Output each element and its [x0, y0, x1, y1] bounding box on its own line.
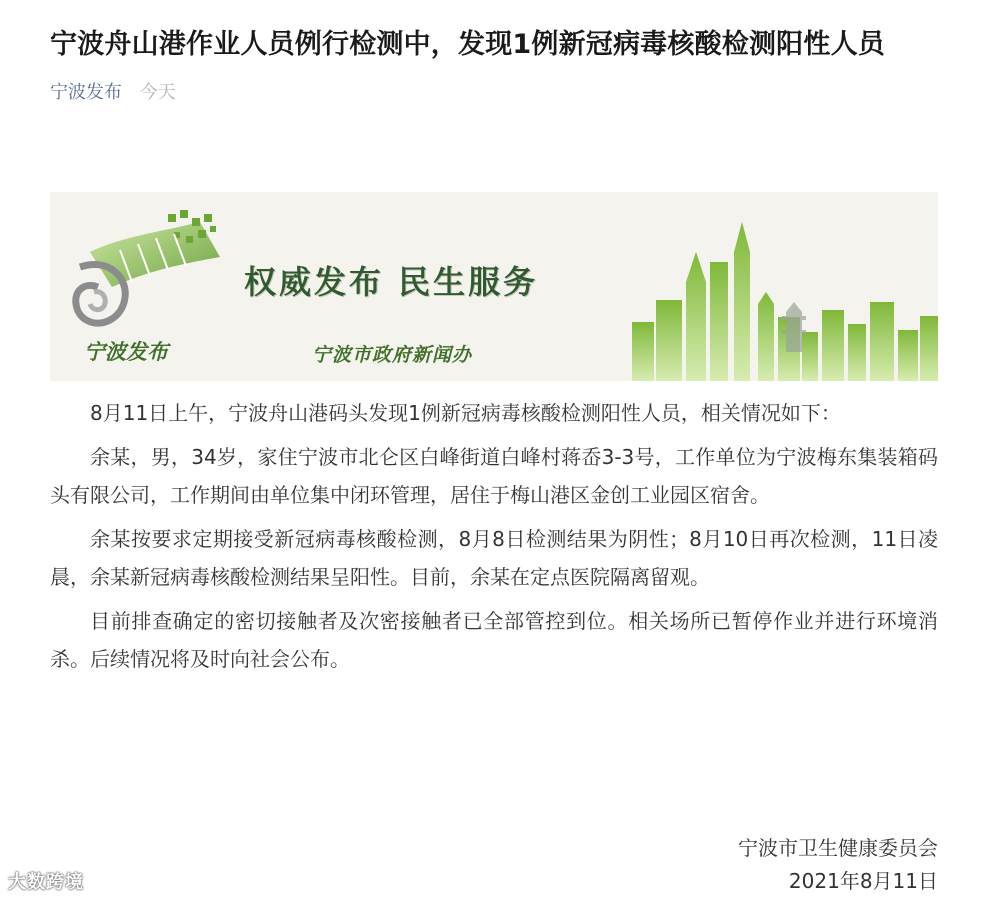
paragraph: 目前排查确定的密切接触者及次密接触者已全部管控到位。相关场所已暂停作业并进行环境消杀。后续情况将及时向社会公布。	[50, 609, 938, 671]
article-header	[50, 0, 938, 106]
logo-scroll-icon	[76, 210, 220, 323]
paragraph: 8月11日上午，宁波舟山港码头发现1例新冠病毒核酸检测阳性人员，相关情况如下：	[90, 401, 841, 425]
city-skyline-illustration	[632, 222, 938, 381]
author-link[interactable]: 宁波发布	[50, 82, 122, 103]
watermark-text: 大数跨境	[8, 872, 84, 893]
signature-date: 2021年8月11日	[788, 869, 938, 893]
paragraph: 余某，男，34岁，家住宁波市北仑区白峰街道白峰村蒋岙3-3号，工作单位为宁波梅东集装箱码头有限公司，工作期间由单位集中闭环管理，居住于梅山港区金创工业园区宿舍。	[50, 445, 938, 507]
publish-date: 今天	[139, 82, 176, 103]
banner-office: 宁波市政府新闻办	[312, 344, 473, 366]
article-body	[50, 394, 938, 684]
banner-slogan: 权威发布 民生服务	[244, 263, 539, 301]
article-title: 宁波舟山港作业人员例行检测中，发现1例新冠病毒核酸检测阳性人员	[50, 29, 885, 60]
signature-block	[738, 832, 938, 898]
article-meta	[50, 80, 938, 106]
banner-brand: 宁波发布	[84, 339, 168, 364]
paragraph: 余某按要求定期接受新冠病毒核酸检测，8月8日检测结果为阴性；8月10日再次检测，11日凌晨，余某新冠病毒核酸检测结果呈阳性。目前，余某在定点医院隔离留观。	[50, 527, 938, 589]
signature-org: 宁波市卫生健康委员会	[738, 836, 938, 860]
watermark	[8, 868, 84, 894]
